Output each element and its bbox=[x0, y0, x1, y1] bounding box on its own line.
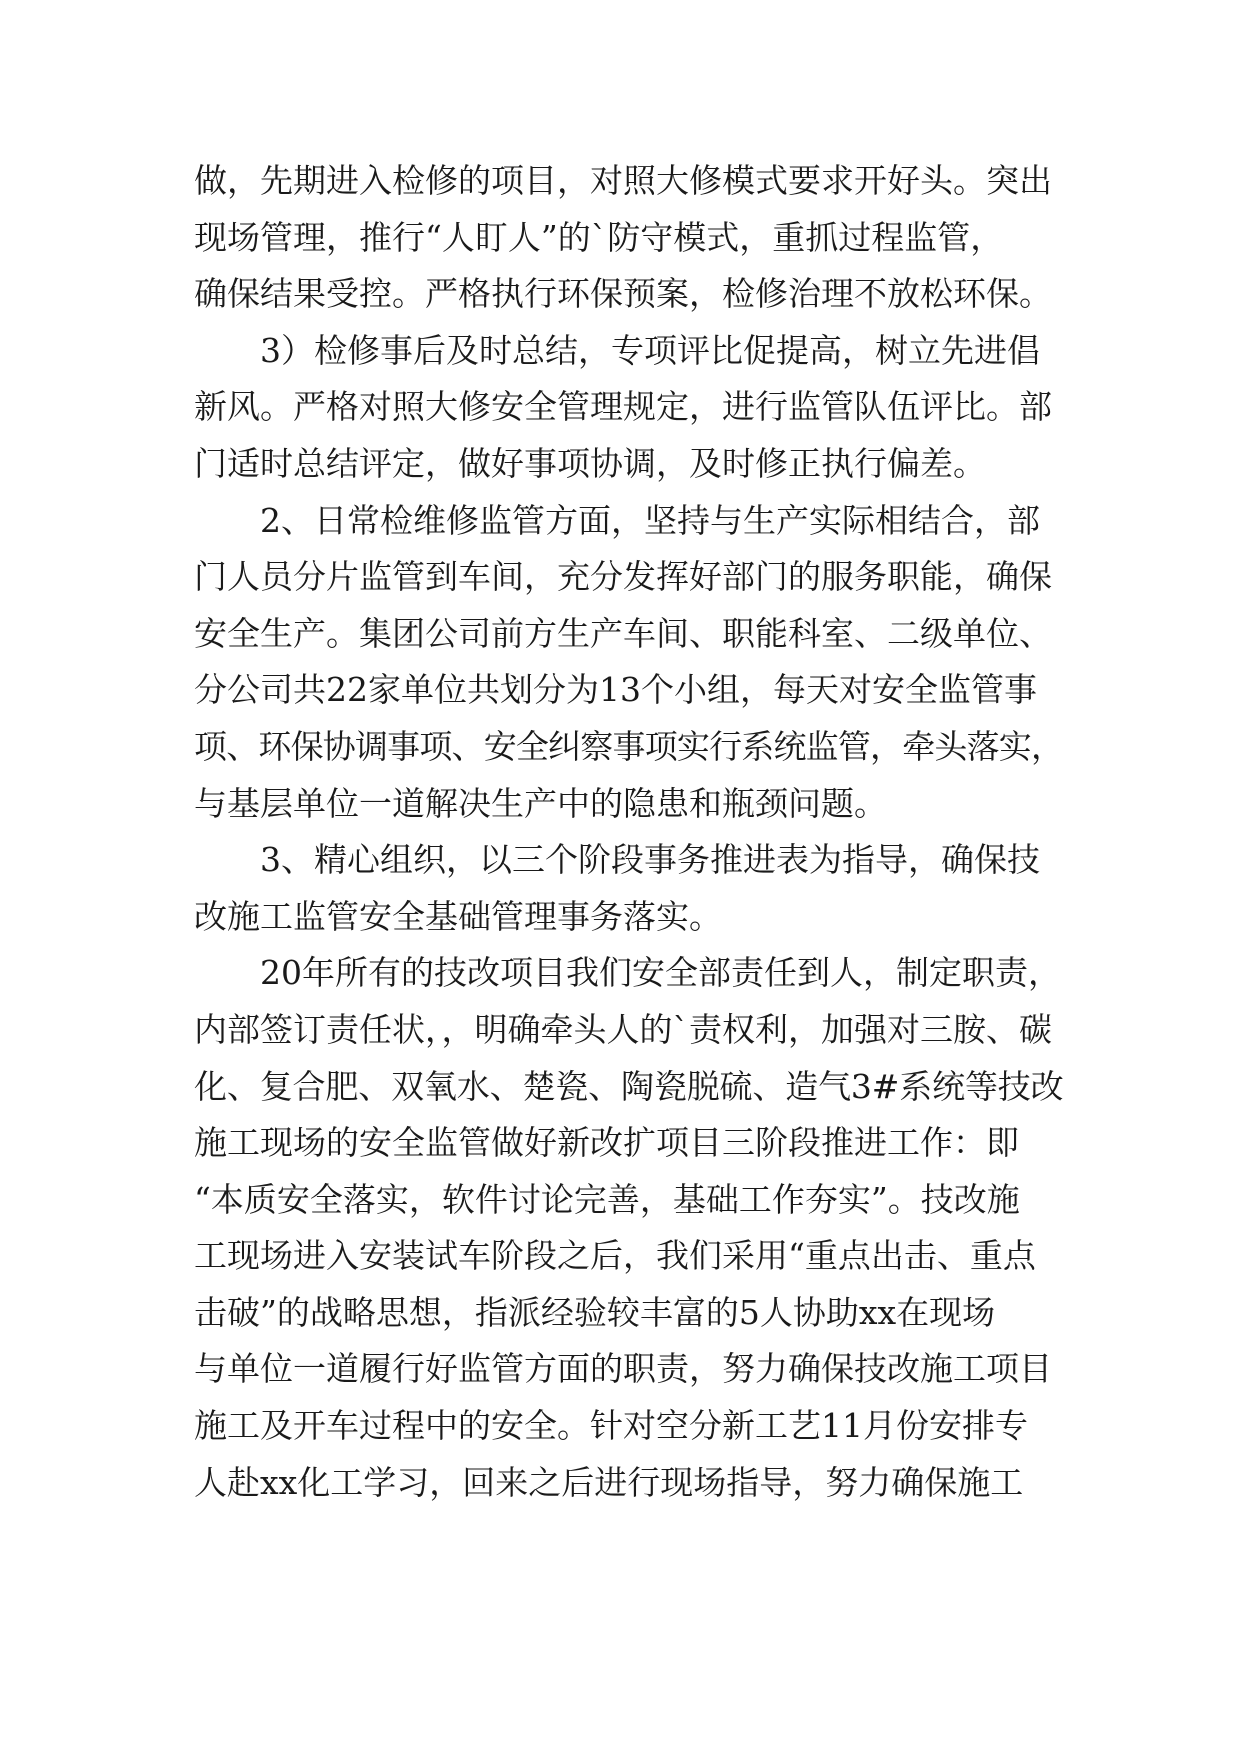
text-line: 门人员分片监管到车间，充分发挥好部门的服务职能，确保 bbox=[194, 557, 1052, 597]
text-line: 内部签订责任状，，明确牵头人的`责权利，加强对三胺、碳 bbox=[194, 1009, 1052, 1049]
text-line: 工现场进入安装试车阶段之后，我们采用“重点出击、重点 bbox=[194, 1236, 1036, 1276]
text-line: 分公司共22家单位共划分为13个小组，每天对安全监管事 bbox=[194, 670, 1037, 710]
text-line: 与单位一道履行好监管方面的职责，努力确保技改施工项目 bbox=[194, 1349, 1052, 1389]
text-line: 化、复合肥、双氧水、楚瓷、陶瓷脱硫、造气3#系统等技改 bbox=[194, 1066, 1064, 1106]
text-line: 改施工监管安全基础管理事务落实。 bbox=[194, 896, 722, 936]
text-line: 现场管理，推行“人盯人”的`防守模式，重抓过程监管， bbox=[194, 217, 1004, 257]
text-line: 确保结果受控。严格执行环保预案，检修治理不放松环保。 bbox=[194, 274, 1052, 314]
text-line: 施工现场的安全监管做好新改扩项目三阶段推进工作：即 bbox=[194, 1123, 1019, 1163]
text-line: 击破”的战略思想，指派经验较丰富的5人协助xx在现场 bbox=[194, 1292, 996, 1332]
text-line: 3）检修事后及时总结，专项评比促提高，树立先进倡 bbox=[260, 330, 1040, 370]
text-line: 施工及开车过程中的安全。针对空分新工艺11月份安排专 bbox=[194, 1406, 1028, 1446]
text-line: “本质安全落实，软件讨论完善，基础工作夯实”。技改施 bbox=[194, 1179, 1020, 1219]
text-line: 2、日常检维修监管方面，坚持与生产实际相结合，部 bbox=[260, 500, 1040, 540]
text-line: 门适时总结评定，做好事项协调，及时修正执行偏差。 bbox=[194, 443, 986, 483]
text-line: 3、精心组织，以三个阶段事务推进表为指导，确保技 bbox=[260, 840, 1040, 880]
text-line: 20年所有的技改项目我们安全部责任到人，制定职责， bbox=[260, 953, 1061, 993]
text-line: 做，先期进入检修的项目，对照大修模式要求开好头。突出 bbox=[194, 161, 1052, 200]
document-body bbox=[194, 153, 1064, 1511]
text-line: 新风。严格对照大修安全管理规定，进行监管队伍评比。部 bbox=[194, 387, 1052, 427]
text-line: 安全生产。集团公司前方生产车间、职能科室、二级单位、 bbox=[194, 613, 1052, 653]
text-line: 与基层单位一道解决生产中的隐患和瓶颈问题。 bbox=[194, 783, 887, 823]
text-line: 项、环保协调事项、安全纠察事项实行系统监管，牵头落实， bbox=[194, 726, 1064, 766]
text-line: 人赴xx化工学习，回来之后进行现场指导，努力确保施工 bbox=[194, 1462, 1024, 1502]
